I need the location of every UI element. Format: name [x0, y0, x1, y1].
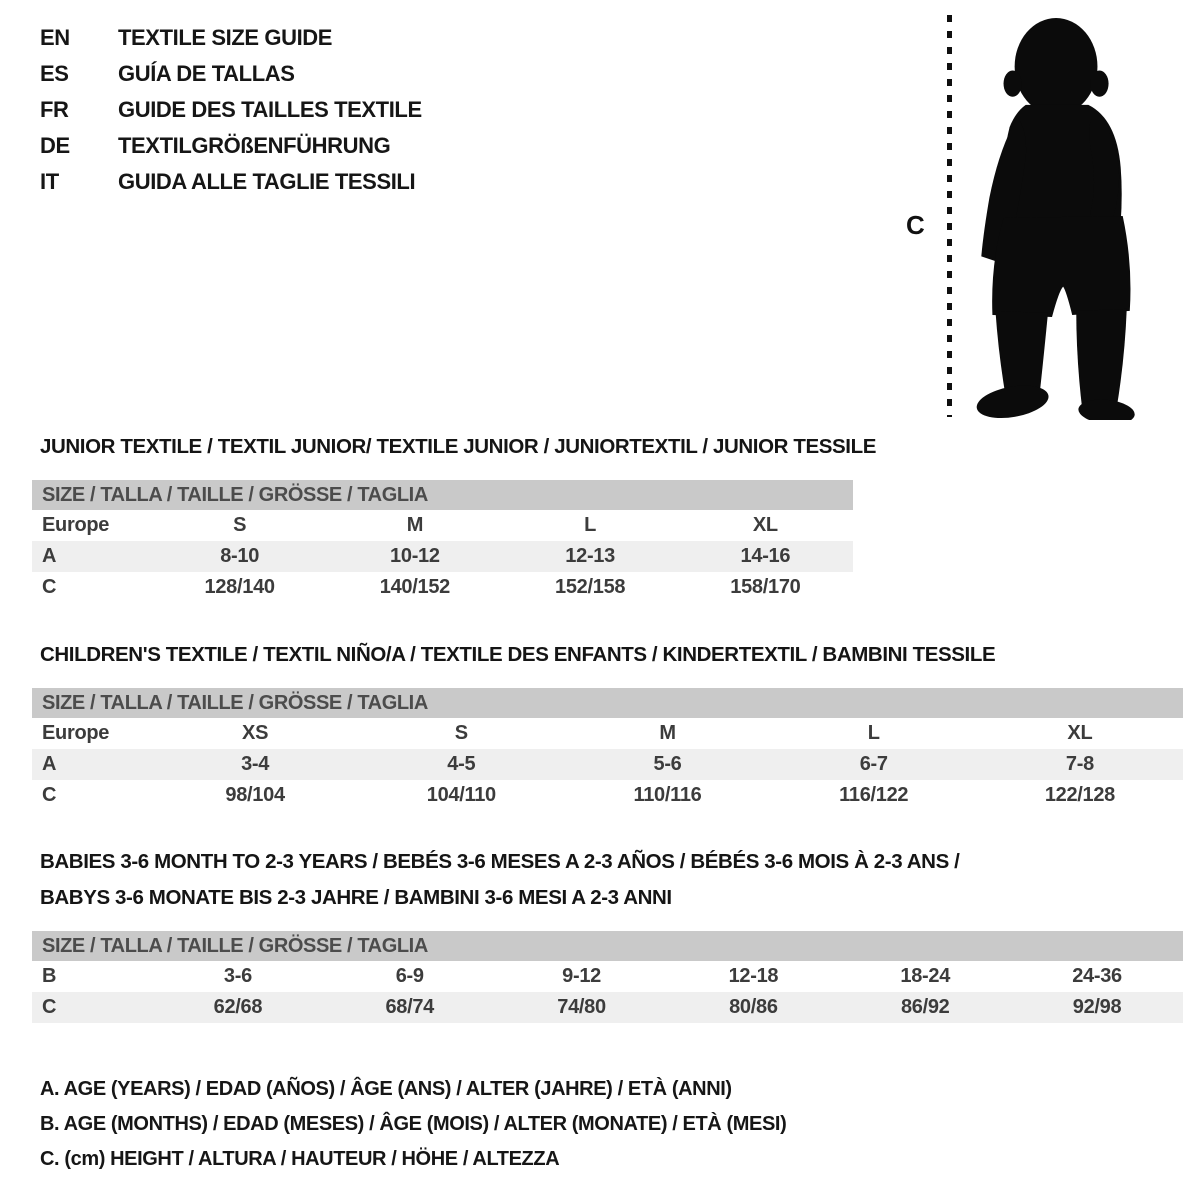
- legend-line: A. AGE (YEARS) / EDAD (AÑOS) / ÂGE (ANS) / ALTER (JAHRE) / ETÀ (ANNI): [40, 1078, 732, 1100]
- table-cell: 62/68: [213, 996, 263, 1018]
- table-cell: 14-16: [740, 545, 791, 567]
- table-cell: M: [659, 722, 676, 744]
- table-cell: XL: [1067, 722, 1093, 744]
- language-label: GUIDE DES TAILLES TEXTILE: [118, 97, 422, 122]
- table-cell: 9-12: [562, 965, 601, 987]
- language-row: [40, 128, 422, 164]
- table-cell: 12-18: [728, 965, 779, 987]
- row-label: A: [42, 753, 57, 775]
- height-measure-line: [947, 15, 952, 417]
- language-row: [40, 20, 422, 56]
- table-row: [32, 572, 853, 603]
- table-cell: 104/110: [426, 784, 496, 806]
- table-cell: 10-12: [390, 545, 440, 567]
- table-cell: 8-10: [220, 545, 260, 567]
- row-label: C: [42, 996, 57, 1018]
- section-title: CHILDREN'S TEXTILE / TEXTIL NIÑO/A / TEXTILE DES ENFANTS / KINDERTEXTIL / BAMBINI TESSILE: [40, 643, 996, 666]
- language-label: TEXTILE SIZE GUIDE: [118, 25, 333, 50]
- size-table: [32, 480, 853, 603]
- table-cell: M: [406, 514, 424, 536]
- legend-line: B. AGE (MONTHS) / EDAD (MESES) / ÂGE (MOIS) / ALTER (MONATE) / ETÀ (MESI): [40, 1113, 787, 1135]
- language-code: FR: [40, 97, 69, 122]
- table-row: [32, 961, 1183, 992]
- table-cell: 3-6: [223, 965, 252, 987]
- table-cell: XL: [752, 514, 778, 536]
- section-title: JUNIOR TEXTILE / TEXTIL JUNIOR/ TEXTILE JUNIOR / JUNIORTEXTIL / JUNIOR TESSILE: [40, 435, 876, 458]
- table-cell: 74/80: [557, 996, 606, 1018]
- language-row: [40, 92, 422, 128]
- row-label: C: [42, 784, 57, 806]
- legend-line: C. (cm) HEIGHT / ALTURA / HAUTEUR / HÖHE / ALTEZZA: [40, 1148, 560, 1170]
- row-label: C: [42, 576, 57, 598]
- table-cell: 3-4: [241, 753, 270, 775]
- size-table: [32, 688, 1183, 811]
- baby-silhouette-icon: [962, 16, 1140, 420]
- table-cell: 6-9: [395, 965, 424, 987]
- table-cell: S: [233, 514, 247, 536]
- size-header-bar: SIZE / TALLA / TAILLE / GRÖSSE / TAGLIA: [32, 688, 1183, 718]
- language-row: [40, 164, 422, 200]
- size-header-bar: SIZE / TALLA / TAILLE / GRÖSSE / TAGLIA: [32, 480, 853, 510]
- row-label: Europe: [42, 514, 110, 536]
- table-cell: 18-24: [900, 965, 951, 987]
- language-header: [40, 20, 422, 200]
- section-junior-textile: [32, 430, 876, 603]
- row-label: A: [42, 545, 57, 567]
- table-cell: 98/104: [225, 784, 285, 806]
- table-cell: 128/140: [204, 576, 275, 598]
- table-row: [32, 749, 1183, 780]
- section-babies-textile: [32, 845, 1183, 1023]
- language-code: EN: [40, 25, 70, 50]
- table-cell: 4-5: [447, 753, 476, 775]
- row-label: Europe: [42, 722, 110, 744]
- language-code: ES: [40, 61, 69, 86]
- table-cell: 5-6: [653, 753, 682, 775]
- language-row: [40, 56, 422, 92]
- table-cell: 122/128: [1044, 784, 1116, 806]
- row-label: B: [42, 965, 57, 987]
- table-row: [32, 718, 1183, 749]
- table-cell: L: [584, 514, 597, 536]
- table-cell: 80/86: [729, 996, 778, 1018]
- table-cell: 92/98: [1072, 996, 1122, 1018]
- table-row: [32, 510, 853, 541]
- section-childrens-textile: [32, 638, 1183, 811]
- table-cell: 158/170: [730, 576, 801, 598]
- table-cell: 68/74: [385, 996, 435, 1018]
- language-code: IT: [40, 169, 59, 194]
- section-title: BABIES 3-6 MONTH TO 2-3 YEARS / BEBÉS 3-6 MESES A 2-3 AÑOS / BÉBÉS 3-6 MOIS À 2-3 ANS /: [40, 850, 960, 873]
- table-cell: S: [454, 722, 468, 744]
- table-cell: L: [867, 722, 880, 744]
- table-row: [32, 992, 1183, 1023]
- legend: [40, 1072, 786, 1177]
- table-cell: XS: [242, 722, 269, 744]
- table-row: [32, 541, 853, 572]
- table-cell: 6-7: [859, 753, 888, 775]
- size-header-bar: SIZE / TALLA / TAILLE / GRÖSSE / TAGLIA: [32, 931, 1183, 961]
- language-label: GUIDA ALLE TAGLIE TESSILI: [118, 169, 416, 194]
- size-table: [32, 931, 1183, 1023]
- language-label: TEXTILGRÖßENFÜHRUNG: [118, 133, 391, 158]
- table-cell: 140/152: [379, 576, 450, 598]
- table-cell: 86/92: [900, 996, 950, 1018]
- table-cell: 24-36: [1072, 965, 1122, 987]
- language-code: DE: [40, 133, 70, 158]
- language-label: GUÍA DE TALLAS: [118, 61, 295, 86]
- table-cell: 116/122: [839, 784, 909, 806]
- table-cell: 7-8: [1065, 753, 1094, 775]
- table-cell: 152/158: [555, 576, 626, 598]
- height-measure-label: C: [906, 210, 925, 240]
- table-row: [32, 780, 1183, 811]
- table-cell: 110/116: [633, 784, 702, 806]
- section-title: BABYS 3-6 MONATE BIS 2-3 JAHRE / BAMBINI 3-6 MESI A 2-3 ANNI: [40, 886, 672, 909]
- table-cell: 12-13: [565, 545, 615, 567]
